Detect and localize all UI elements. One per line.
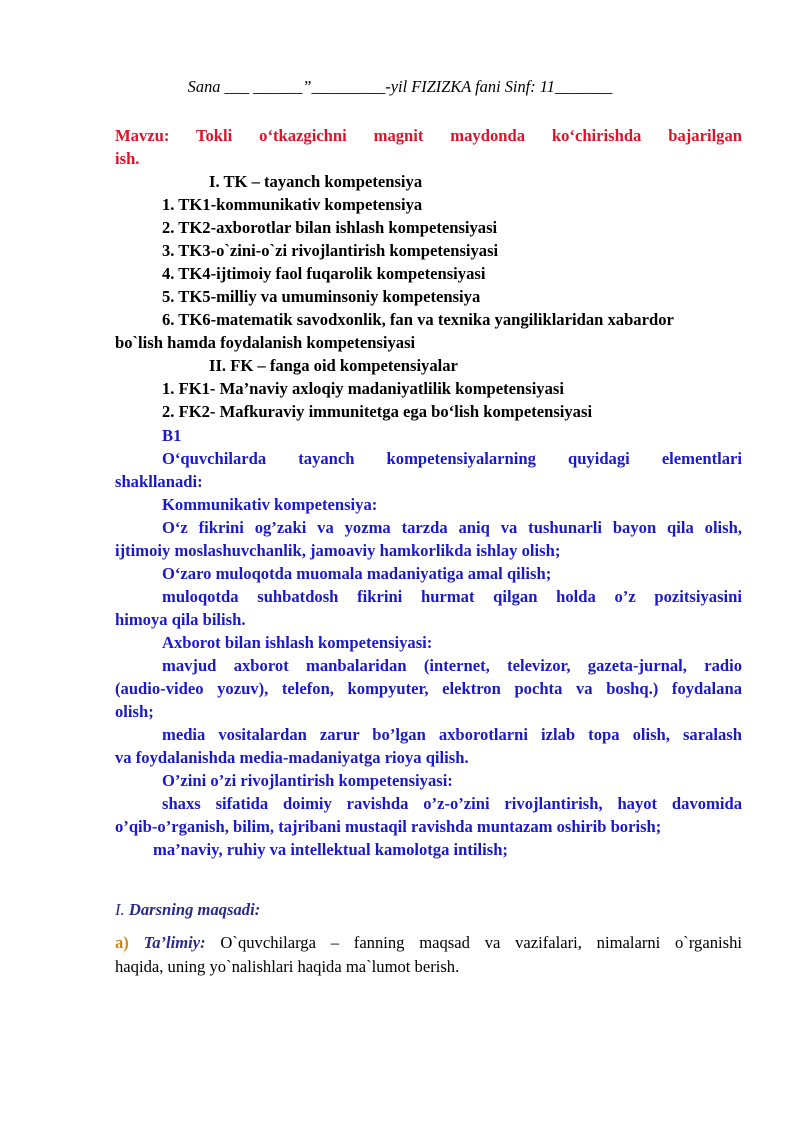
goal-title: Darsning maqsadi: <box>128 900 261 919</box>
axb-2a: media vositalardan zarur bo’lgan axborotlarni izlab topa olish, saralash <box>162 725 742 744</box>
oz-1a: shaxs sifatida doimiy ravishda o’z-o’zini rivojlantirish, hayot davomida <box>162 794 742 813</box>
tk-item-continued: bo`lish hamda foydalanish kompetensiyasi <box>115 333 416 352</box>
fk-item: 1. FK1- Ma’naviy axloqiy madaniyatlilik kompetensiyasi <box>162 379 564 398</box>
goal-heading <box>115 898 260 921</box>
goal-a-line-1 <box>115 931 742 954</box>
tk-item: 6. TK6-matematik savodxonlik, fan va texnika yangiliklaridan xabardor <box>162 310 674 329</box>
b1-intro-2: shakllanadi: <box>115 472 203 491</box>
tk-item: 2. TK2-axborotlar bilan ishlash kompetensiyasi <box>162 218 498 237</box>
oz-2: ma’naviy, ruhiy va intellektual kamolotga intilish; <box>153 840 508 859</box>
goal-a-line-2: haqida, uning yo`nalishlari haqida ma`lumot berish. <box>115 957 460 976</box>
goal-a-text-1: O`quvchilarga – fanning maqsad va vazifalari, nimalarni o`rganishi <box>205 933 742 952</box>
goal-number: I. <box>115 900 125 919</box>
tk-item: 4. TK4-ijtimoiy faol fuqarolik kompetensiyasi <box>162 264 486 283</box>
header-line: Sana ___ ______”_________-yil FIZIZKA fani Sinf: 11_______ <box>187 77 613 96</box>
komm-1a: O‘z fikrini og’zaki va yozma tarzda aniq va tushunarli bayon qila olish, <box>162 518 742 537</box>
tk-item: 3. TK3-o`zini-o`zi rivojlantirish kompetensiyasi <box>162 241 499 260</box>
topic-line-2: ish. <box>115 149 140 168</box>
tk-item: 5. TK5-milliy va umuminsoniy kompetensiya <box>162 287 481 306</box>
fk-item: 2. FK2- Mafkuraviy immunitetga ega bo‘lish kompetensiyasi <box>162 402 593 421</box>
fk-heading: II. FK – fanga oid kompetensiyalar <box>209 356 458 375</box>
axb-title: Axborot bilan ishlash kompetensiyasi: <box>162 633 433 652</box>
goal-a-title: Ta’limiy: <box>143 933 206 952</box>
tk-heading: I. TK – tayanch kompetensiya <box>209 172 423 191</box>
axb-1b: (audio-video yozuv), telefon, kompyuter, elektron pochta va boshq.) foydalana <box>115 679 742 698</box>
b1-intro-1: O‘quvchilarda tayanch kompetensiyalarning quyidagi elementlari <box>162 449 742 468</box>
komm-3a: muloqotda suhbatdosh fikrini hurmat qilgan holda o’z pozitsiyasini <box>162 587 742 606</box>
axb-1a: mavjud axborot manbalaridan (internet, televizor, gazeta-jurnal, radio <box>162 656 742 675</box>
topic-line-1: Mavzu: Tokli o‘tkazgichni magnit maydonda ko‘chirishda bajarilgan <box>115 126 742 145</box>
komm-title: Kommunikativ kompetensiya: <box>162 495 378 514</box>
komm-3b: himoya qila bilish. <box>115 610 246 629</box>
goal-a-label: a) <box>115 933 129 952</box>
axb-1c: olish; <box>115 702 154 721</box>
komm-2: O‘zaro muloqotda muomala madaniyatiga amal qilish; <box>162 564 552 583</box>
oz-title: O’zini o’zi rivojlantirish kompetensiyasi: <box>162 771 453 790</box>
b1-label: B1 <box>162 426 182 445</box>
axb-2b: va foydalanishda media-madaniyatga rioya qilish. <box>115 748 469 767</box>
tk-item: 1. TK1-kommunikativ kompetensiya <box>162 195 423 214</box>
komm-1b: ijtimoiy moslashuvchanlik, jamoaviy hamkorlikda ishlay olish; <box>115 541 561 560</box>
oz-1b: o’qib-o’rganish, bilim, tajribani mustaqil ravishda muntazam oshirib borish; <box>115 817 662 836</box>
